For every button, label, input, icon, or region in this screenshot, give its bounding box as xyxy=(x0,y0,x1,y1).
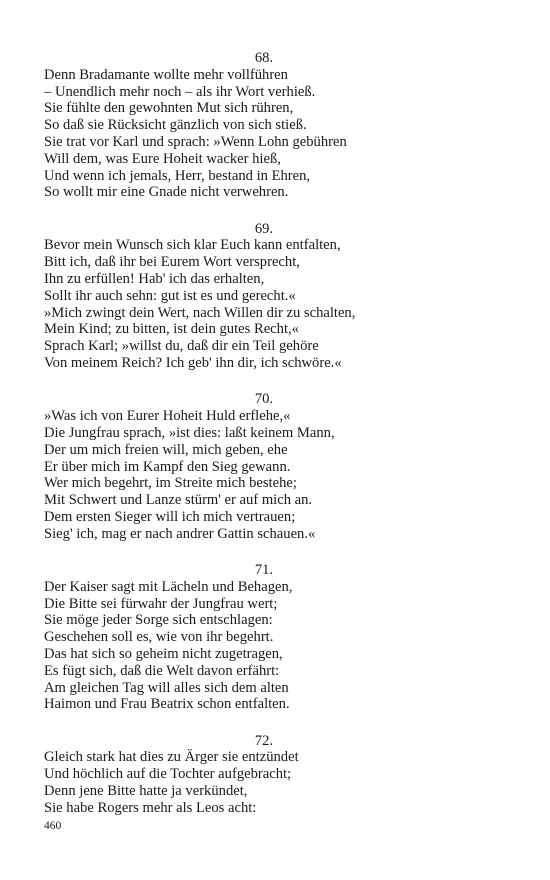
verse-line: Sieg' ich, mag er nach andrer Gattin schauen.« xyxy=(44,525,316,542)
verse-line: Sie trat vor Karl und sprach: »Wenn Lohn gebühren xyxy=(44,133,347,150)
verse-line: Sie möge jeder Sorge sich entschlagen: xyxy=(44,612,273,629)
verse-line: Die Bitte sei fürwahr der Jungfrau wert; xyxy=(44,595,278,612)
verse-line: Gleich stark hat dies zu Ärger sie entzündet xyxy=(44,749,299,766)
stanza-number: 71. xyxy=(254,562,274,579)
stanza-number: 69. xyxy=(254,220,274,237)
verse-line: Der Kaiser sagt mit Lächeln und Behagen, xyxy=(44,578,293,595)
verse-line: Mein Kind; zu bitten, ist dein gutes Recht,« xyxy=(44,321,299,338)
poem-text xyxy=(44,50,464,836)
verse-line: Ihn zu erfüllen! Hab' ich das erhalten, xyxy=(44,271,265,288)
page-number: 460 xyxy=(44,820,62,832)
verse-line: Denn Bradamante wollte mehr vollführen xyxy=(44,66,288,83)
verse-line: Es fügt sich, daß die Welt davon erfährt: xyxy=(44,662,280,679)
verse-line: Wer mich begehrt, im Streite mich bestehe; xyxy=(44,475,297,492)
verse-line: Der um mich freien will, mich geben, ehe xyxy=(44,441,288,458)
verse-line: Von meinem Reich? Ich geb' ihn dir, ich schwöre.« xyxy=(44,355,342,372)
stanza-70 xyxy=(44,391,464,542)
verse-line: Sprach Karl; »willst du, daß dir ein Teil gehöre xyxy=(44,338,319,355)
stanza-number: 70. xyxy=(254,391,274,408)
verse-line: Sollt ihr auch sehn: gut ist es und gerecht.« xyxy=(44,287,296,304)
verse-line: So daß sie Rücksicht gänzlich von sich stieß. xyxy=(44,117,307,134)
verse-line: Will dem, was Eure Hoheit wacker hieß, xyxy=(44,150,281,167)
verse-line: Und höchlich auf die Tochter aufgebracht; xyxy=(44,766,292,783)
verse-line: Sie habe Rogers mehr als Leos acht: xyxy=(44,799,257,816)
verse-line: – Unendlich mehr noch – als ihr Wort verhieß. xyxy=(44,83,316,100)
stanza-68 xyxy=(44,50,464,201)
stanza-69 xyxy=(44,221,464,372)
verse-line: Er über mich im Kampf den Sieg gewann. xyxy=(44,458,291,475)
verse-line: Das hat sich so geheim nicht zugetragen, xyxy=(44,646,283,662)
verse-line: »Mich zwingt dein Wert, nach Willen dir zu schalten, xyxy=(44,304,356,321)
verse-line: Bevor mein Wunsch sich klar Euch kann entfalten, xyxy=(44,237,341,254)
verse-line: Am gleichen Tag will alles sich dem alten xyxy=(44,679,289,696)
verse-line: Und wenn ich jemals, Herr, bestand in Ehren, xyxy=(44,167,311,184)
verse-line: Denn jene Bitte hatte ja verkündet, xyxy=(44,783,248,800)
verse-line: Dem ersten Sieger will ich mich vertrauen; xyxy=(44,508,296,525)
verse-line: Die Jungfrau sprach, »ist dies: laßt keinem Mann, xyxy=(44,424,335,441)
stanza-number: 68. xyxy=(254,50,274,66)
stanza-number: 72. xyxy=(254,732,274,749)
verse-line: Geschehen soll es, wie von ihr begehrt. xyxy=(44,629,274,646)
verse-line: So wollt mir eine Gnade nicht verwehren. xyxy=(44,184,289,201)
verse-line: Bitt ich, daß ihr bei Eurem Wort versprecht, xyxy=(44,254,300,271)
verse-line: Mit Schwert und Lanze stürm' er auf mich an. xyxy=(44,492,313,509)
verse-line: Sie fühlte den gewohnten Mut sich rühren, xyxy=(44,100,294,117)
stanza-72 xyxy=(44,733,464,817)
stanza-71 xyxy=(44,562,464,713)
verse-line: Haimon und Frau Beatrix schon entfalten. xyxy=(44,696,290,713)
verse-line: »Was ich von Eurer Hoheit Huld erflehe,« xyxy=(44,408,291,425)
